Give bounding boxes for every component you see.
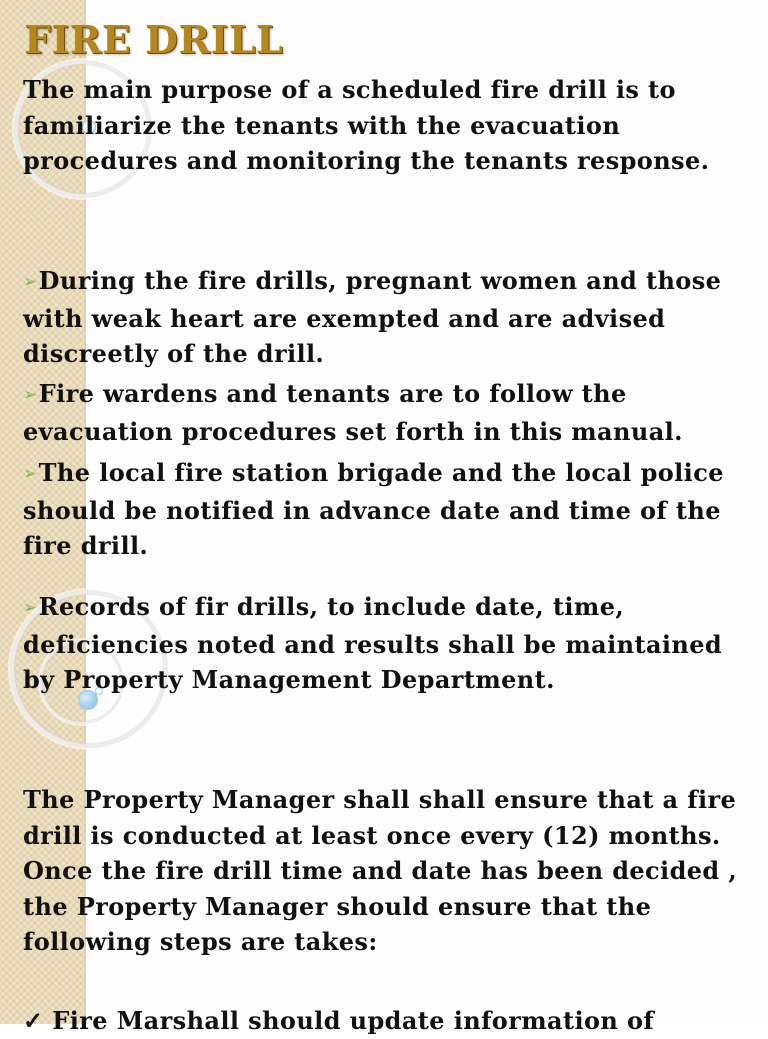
bullet-text: During the fire drills, pregnant women and those with weak heart are exempted and are advised discreetly of the drill.	[23, 266, 722, 368]
arrow-bullet-icon: ➢	[23, 464, 38, 484]
arrow-bullet-icon: ➢	[23, 272, 38, 292]
bullet-item	[23, 589, 758, 698]
bullet-item	[23, 376, 758, 449]
intro-paragraph: The main purpose of a scheduled fire drill is to familiarize the tenants with the evacuation procedures and monitoring the tenants response.	[23, 75, 710, 175]
bullet-text: Records of fir drills, to include date, time, deficiencies noted and results shall be maintained by Property Management Department.	[23, 592, 723, 694]
cut-off-checklist-item: ✓ Fire Marshall should update information of	[23, 1006, 655, 1035]
bullet-text: The local fire station brigade and the local police should be notified in advance date and time of the fire drill.	[23, 458, 724, 560]
arrow-bullet-icon: ➢	[23, 598, 38, 618]
bullet-item	[23, 263, 758, 372]
bullet-text: Fire wardens and tenants are to follow the evacuation procedures set forth in this manual.	[23, 379, 683, 446]
manager-paragraph: The Property Manager shall shall ensure that a fire drill is conducted at least once every (12) months. Once the fire drill time and date has been decided , the Property Manager should ensure that the following steps are takes:	[23, 785, 738, 956]
slide-title: FIRE DRILL	[24, 17, 284, 62]
arrow-bullet-icon: ➢	[23, 385, 38, 405]
bullet-item	[23, 455, 758, 564]
